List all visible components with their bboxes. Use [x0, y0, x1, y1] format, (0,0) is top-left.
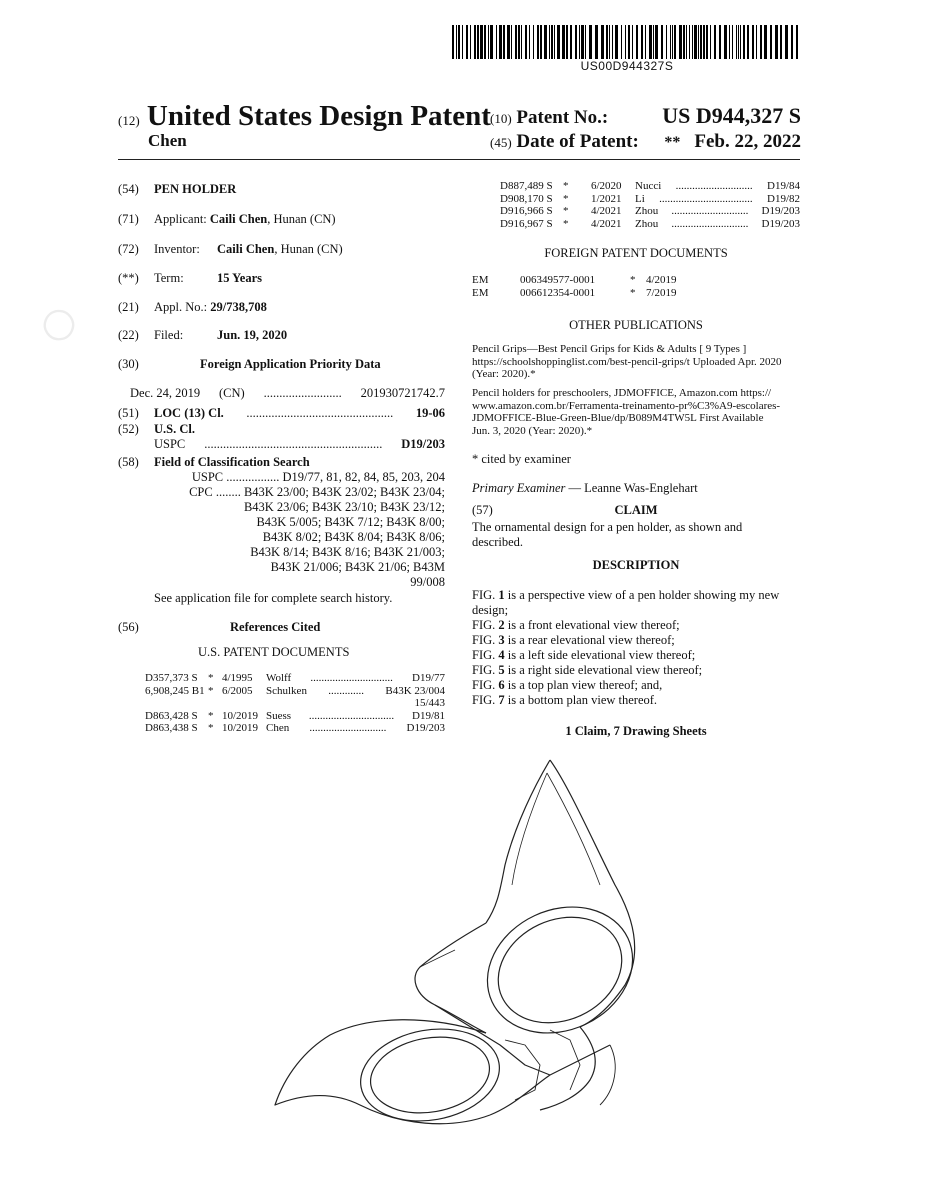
ref-class: D19/77: [412, 672, 445, 684]
inid-code-12: (12): [118, 113, 140, 128]
publication-line: Pencil Grips—Best Pencil Grips for Kids & Adults [ 9 Types ]: [472, 343, 747, 355]
publication-line: JDMOFFICE-Blue-Green-Blue/dp/B089M4TW5L First Available: [472, 412, 764, 424]
inid-58: (58): [118, 455, 139, 469]
cpc-line: B43K 21/006; B43K 21/06; B43M: [270, 560, 445, 574]
inid-72: (72): [118, 242, 139, 256]
inid-term: (**): [118, 271, 139, 285]
barcode-bar: [549, 25, 550, 59]
inid-21: (21): [118, 300, 139, 314]
applicant-name: Caili Chen: [209, 212, 268, 226]
ref-number: 006612354-0001: [520, 286, 596, 299]
barcode-bar: [477, 25, 479, 59]
barcode-bar: [490, 25, 493, 59]
description-heading: DESCRIPTION: [592, 558, 680, 572]
barcode-bar: [655, 25, 658, 59]
ref-name: Wolff: [266, 672, 292, 684]
term-label: Term:: [154, 271, 184, 285]
barcode-bar: [736, 25, 737, 59]
barcode-bar: [621, 25, 622, 59]
barcode-bar: [496, 25, 497, 59]
document-type-title: [118, 100, 491, 133]
description-line: [472, 603, 800, 618]
ref-date: 6/2020: [591, 180, 622, 192]
barcode-bar: [625, 25, 626, 59]
ref-date: 4/2021: [591, 205, 622, 217]
us-cl-label: U.S. Cl.: [154, 422, 195, 436]
document-type: United States Design Patent: [146, 100, 491, 132]
cpc-lines: [154, 485, 445, 590]
barcode-bar: [732, 25, 733, 59]
inid-54: (54): [118, 182, 139, 196]
reference-row: [500, 218, 800, 231]
barcode-bar: [670, 25, 671, 59]
primary-examiner: [472, 481, 698, 496]
ref-date: 10/2019: [222, 709, 259, 722]
barcode-bar: [770, 25, 772, 59]
publication-line: Pencil holders for preschoolers, JDMOFFICE, Amazon.com https://: [472, 387, 772, 399]
ref-name: Suess: [266, 709, 292, 722]
barcode-bar: [706, 25, 708, 59]
barcode-bar: [466, 25, 468, 59]
ref-class: D19/81: [412, 709, 445, 722]
barcode-bar: [649, 25, 652, 59]
publication-line: www.amazon.com.br/Ferramenta-treinamento-pr%C3%A9-escolares-: [472, 399, 781, 412]
barcode-bar: [780, 25, 782, 59]
barcode-bar: [743, 25, 745, 59]
fig-prefix: FIG.: [472, 678, 499, 692]
fig-description: is a top plan view thereof; and,: [504, 678, 663, 692]
us-patent-documents-heading: U.S. PATENT DOCUMENTS: [198, 645, 350, 659]
ref-date: 7/2019: [646, 286, 677, 299]
ref-star: *: [208, 684, 214, 697]
barcode-bar: [740, 25, 741, 59]
ref-date: 6/2005: [222, 684, 253, 697]
reference-row: [500, 205, 800, 218]
barcode-bar: [692, 25, 693, 59]
ref-star: *: [630, 274, 636, 286]
barcode-bar: [764, 25, 767, 59]
field-search-heading: Field of Classification Search: [154, 455, 310, 469]
barcode-bar: [470, 25, 471, 59]
barcode-bar: [796, 25, 798, 59]
barcode-bar: [554, 25, 555, 59]
barcode-bar: [503, 25, 505, 59]
leader-dots: ............................: [675, 180, 753, 192]
barcode-bar: [551, 25, 553, 59]
loc-class: [154, 406, 445, 421]
filed-label: Filed:: [154, 328, 184, 342]
barcode-bar: [641, 25, 643, 59]
inid-30: (30): [118, 357, 139, 371]
fig-number: 2: [498, 618, 505, 632]
fig-description: is a left side elevational view thereof;: [504, 648, 696, 662]
ref-class-continued: 15/443: [414, 697, 445, 709]
ref-star: *: [563, 217, 569, 230]
ref-name: Zhou: [635, 205, 659, 217]
leader-dots: ............................: [671, 205, 749, 217]
ref-class: B43K 23/004: [385, 684, 445, 697]
barcode-bar: [661, 25, 663, 59]
ref-class: D19/203: [406, 722, 445, 734]
inid-56: (56): [118, 620, 139, 634]
barcode-bar: [672, 25, 673, 59]
us-references-continued: [500, 180, 800, 230]
barcode-number: US00D944327S: [580, 59, 674, 73]
reference-row: [145, 710, 445, 723]
other-publications-heading: OTHER PUBLICATIONS: [569, 318, 703, 332]
description-line: [472, 588, 800, 603]
barcode-bar: [480, 25, 483, 59]
applicant-location: , Hunan (CN): [267, 212, 336, 226]
pen-holder-perspective-drawing: [250, 745, 670, 1185]
patent-number: US D944,327 S: [662, 103, 801, 128]
barcode-bar: [645, 25, 646, 59]
ref-class: D19/203: [761, 205, 800, 217]
barcode-bar: [747, 25, 749, 59]
barcode-bar: [791, 25, 793, 59]
barcode-bar: [581, 25, 584, 59]
description-line: [472, 648, 800, 663]
applicant-label: Applicant:: [154, 212, 207, 226]
upper-wing-outline: [486, 760, 550, 923]
barcode-bar: [615, 25, 618, 59]
ref-name: Nucci: [635, 180, 662, 192]
description-line: [472, 693, 800, 708]
foreign-priority-heading: Foreign Application Priority Data: [200, 357, 381, 371]
leader-dots: .........................: [263, 386, 342, 400]
barcode-bar: [452, 25, 454, 59]
fig-number: 4: [498, 648, 505, 662]
barcode-bar: [585, 25, 586, 59]
references-cited-heading: References Cited: [230, 620, 321, 634]
barcode-bar: [694, 25, 697, 59]
ref-name: Schulken: [266, 684, 307, 697]
barcode-bar: [612, 25, 613, 59]
barcode-bar: [606, 25, 608, 59]
cpc-line: B43K 23/06; B43K 23/10; B43K 23/12;: [243, 500, 445, 514]
barcode-bar: [700, 25, 702, 59]
ref-number: D908,170 S: [500, 192, 553, 205]
publication-line: https://schoolshoppinglist.com/best-pencil-grips/t Uploaded Apr. 2020: [472, 355, 782, 368]
claim-line: described.: [472, 535, 524, 549]
barcode-bar: [703, 25, 705, 59]
leader-dots: .........................................................: [204, 437, 383, 451]
description-line: [472, 618, 800, 633]
barcode-bar: [521, 25, 522, 59]
cpc-line: CPC ........ B43K 23/00; B43K 23/02; B43K 23/04;: [189, 485, 445, 499]
appl-no: [154, 300, 267, 315]
leader-dots: ...............................: [308, 709, 395, 722]
filed-value: Jun. 19, 2020: [217, 328, 288, 342]
barcode-bar: [775, 25, 778, 59]
field-uspc-line: USPC ................. D19/77, 81, 82, 84, 85, 203, 204: [191, 470, 445, 484]
ref-date: 1/2021: [591, 192, 622, 205]
barcode-bar: [601, 25, 604, 59]
barcode-bar: [533, 25, 534, 59]
leader-dots: ..............................: [310, 672, 393, 684]
upper-ring-inner: [481, 898, 639, 1043]
barcode-bar: [474, 25, 476, 59]
claim-text: [472, 520, 800, 550]
loc-value: 19-06: [415, 406, 445, 420]
reference-row: [145, 722, 445, 735]
foreign-references-list: [472, 274, 800, 299]
fig-prefix: FIG.: [472, 588, 499, 602]
reference-row: [500, 180, 800, 193]
term-stars: **: [664, 134, 681, 151]
fig-description: is a front elevational view thereof;: [504, 618, 680, 632]
fig-number: 1: [498, 588, 505, 602]
inventor: [217, 242, 343, 257]
applicant: [154, 212, 336, 227]
inid-22: (22): [118, 328, 139, 342]
ref-date: 4/1995: [222, 672, 253, 684]
fig-number: 5: [498, 663, 505, 677]
description-line: [472, 663, 800, 678]
barcode-bar: [679, 25, 682, 59]
inventor-label: Inventor:: [154, 242, 200, 256]
cpc-line: 99/008: [410, 575, 445, 589]
foreign-documents-heading: FOREIGN PATENT DOCUMENTS: [544, 246, 728, 260]
lower-wing-outline: [275, 1020, 490, 1124]
barcode-bar: [724, 25, 727, 59]
claims-and-sheets: 1 Claim, 7 Drawing Sheets: [565, 724, 707, 738]
barcode-bar: [719, 25, 721, 59]
ref-country: EM: [472, 286, 489, 299]
fig-number: 3: [498, 633, 505, 647]
ref-date: 4/2021: [591, 217, 622, 230]
barcode-bar: [589, 25, 592, 59]
ref-name: Li: [635, 192, 645, 205]
leader-dots: ............................: [309, 722, 387, 734]
barcode-bar: [710, 25, 711, 59]
ref-number: D863,438 S: [145, 722, 198, 734]
description-line: [472, 633, 800, 648]
barcode-bar: [609, 25, 610, 59]
ref-star: *: [563, 205, 569, 217]
leader-dots: .............: [328, 684, 365, 697]
barcode-bar: [499, 25, 502, 59]
date-label-text: Date of Patent:: [516, 131, 639, 152]
barcode-bar: [537, 25, 539, 59]
fig-description: is a perspective view of a pen holder showing my new: [504, 588, 780, 602]
barcode: [452, 25, 802, 59]
ref-number: D887,489 S: [500, 180, 553, 192]
cpc-line: B43K 8/02; B43K 8/04; B43K 8/06;: [262, 530, 445, 544]
patent-number-label: [490, 107, 608, 129]
fig-number: 6: [498, 678, 505, 692]
inid-52: (52): [118, 422, 139, 436]
ref-number: D916,966 S: [500, 205, 553, 217]
uspc-class: [154, 437, 445, 452]
barcode-bar: [458, 25, 460, 59]
barcode-bar: [511, 25, 512, 59]
barcode-bar: [714, 25, 716, 59]
priority-number: 201930721742.7: [360, 386, 445, 400]
barcode-bar: [653, 25, 654, 59]
barcode-bar: [698, 25, 699, 59]
barcode-bar: [488, 25, 489, 59]
barcode-bar: [562, 25, 565, 59]
barcode-bar: [515, 25, 517, 59]
loc-label: LOC (13) Cl.: [154, 406, 224, 420]
fig-description: is a bottom plan view thereof.: [504, 693, 658, 707]
ref-class: D19/203: [761, 217, 800, 230]
barcode-bar: [729, 25, 730, 59]
barcode-bar: [462, 25, 463, 59]
barcode-bar: [689, 25, 690, 59]
inid-code-10: (10): [490, 111, 512, 126]
inventor-location: , Hunan (CN): [274, 242, 343, 256]
fig-prefix: FIG.: [472, 618, 499, 632]
barcode-bar: [579, 25, 580, 59]
barcode-bar: [525, 25, 527, 59]
barcode-bar: [674, 25, 676, 59]
ref-star: *: [563, 180, 569, 192]
barcode-bar: [683, 25, 685, 59]
leader-dots: ...............................................: [246, 406, 394, 420]
us-references-list: [145, 672, 445, 735]
leader-dots: ..................................: [659, 192, 753, 205]
date-of-patent: [664, 131, 801, 153]
term-value: 15 Years: [217, 271, 263, 285]
ref-number: D863,428 S: [145, 709, 198, 722]
ref-star: *: [630, 286, 636, 299]
watermark: ○: [29, 294, 85, 352]
foreign-reference-row: [472, 274, 800, 287]
publication-2: [472, 387, 800, 437]
barcode-bar: [544, 25, 547, 59]
ref-star: *: [563, 192, 569, 205]
ref-number: D357,373 S: [145, 672, 198, 684]
ref-number: 6,908,245 B1: [145, 684, 205, 697]
publication-line: (Year: 2020).*: [472, 368, 536, 380]
fig-description: is a rear elevational view thereof;: [504, 633, 675, 647]
header-divider: [118, 159, 800, 160]
barcode-bar: [756, 25, 757, 59]
reference-row: [145, 685, 445, 698]
publication-1: [472, 343, 800, 381]
fig-prefix: FIG.: [472, 648, 499, 662]
appl-no-value: 29/738,708: [210, 300, 267, 314]
uspc-value: D19/203: [401, 437, 445, 451]
ref-name: Chen: [266, 722, 290, 734]
ref-number: 006349577-0001: [520, 274, 596, 286]
ref-date: 10/2019: [222, 722, 259, 734]
claim-line: The ornamental design for a pen holder, as shown and: [472, 520, 743, 534]
ref-class: D19/84: [767, 180, 800, 192]
fig-prefix: FIG.: [472, 633, 499, 647]
barcode-bar: [595, 25, 598, 59]
title: PEN HOLDER: [154, 182, 237, 196]
patent-no-label-text: Patent No.:: [516, 107, 609, 128]
fig-prefix: design;: [472, 603, 509, 617]
barcode-bar: [507, 25, 510, 59]
ref-name: Zhou: [635, 217, 659, 230]
barcode-bar: [540, 25, 542, 59]
examiner-name: — Leanne Was-Englehart: [565, 481, 698, 495]
cpc-line: B43K 8/14; B43K 8/16; B43K 21/003;: [250, 545, 445, 559]
upper-ring: [467, 884, 654, 1056]
barcode-bar: [666, 25, 667, 59]
priority-entry: [130, 386, 445, 401]
inid-51: (51): [118, 406, 139, 420]
inid-71: (71): [118, 212, 139, 226]
date-of-patent-label: [490, 131, 639, 153]
priority-date: Dec. 24, 2019: [130, 386, 201, 400]
barcode-bar: [518, 25, 520, 59]
claim-heading: CLAIM: [614, 503, 658, 517]
barcode-bar: [738, 25, 739, 59]
barcode-bar: [636, 25, 638, 59]
ref-star: *: [208, 672, 214, 684]
see-application-note: See application file for complete search history.: [154, 591, 393, 605]
barcode-bar: [575, 25, 577, 59]
fig-number: 7: [498, 693, 505, 707]
barcode-bar: [785, 25, 788, 59]
inid-57: (57): [472, 503, 493, 517]
inventor-surname: Chen: [148, 131, 187, 150]
cited-by-examiner: * cited by examiner: [472, 452, 571, 466]
inid-code-45: (45): [490, 135, 512, 150]
appl-no-label: Appl. No.:: [154, 300, 208, 314]
barcode-bar: [456, 25, 457, 59]
barcode-bar: [752, 25, 754, 59]
barcode-bar: [686, 25, 687, 59]
date-value: Feb. 22, 2022: [694, 131, 801, 152]
publication-line: Jun. 3, 2020 (Year: 2020).*: [472, 424, 593, 437]
barcode-bar: [484, 25, 486, 59]
ref-country: EM: [472, 274, 489, 286]
barcode-bar: [566, 25, 568, 59]
description-text: [472, 588, 800, 708]
priority-country: (CN): [219, 386, 245, 400]
barcode-bar: [570, 25, 572, 59]
leader-dots: ............................: [671, 217, 749, 230]
barcode-bar: [632, 25, 633, 59]
ref-star: *: [208, 722, 214, 734]
ref-star: *: [208, 709, 214, 722]
ref-class: D19/82: [767, 192, 800, 205]
barcode-bar: [628, 25, 630, 59]
ref-date: 4/2019: [646, 274, 677, 286]
barcode-bar: [760, 25, 762, 59]
fig-description: is a right side elevational view thereof;: [504, 663, 703, 677]
cpc-line: B43K 5/005; B43K 7/12; B43K 8/00;: [256, 515, 445, 529]
fig-prefix: FIG.: [472, 693, 499, 707]
uspc-label: USPC: [154, 437, 186, 451]
inventor-name: Caili Chen: [217, 242, 275, 256]
reference-row: [145, 672, 445, 685]
foreign-reference-row: [472, 287, 800, 300]
description-line: [472, 678, 800, 693]
barcode-bar: [529, 25, 530, 59]
ref-number: D916,967 S: [500, 217, 553, 230]
reference-row: [500, 193, 800, 206]
lower-ring-inner: [364, 1028, 495, 1122]
fig-prefix: FIG.: [472, 663, 499, 677]
examiner-label: Primary Examiner: [472, 481, 566, 495]
barcode-bar: [557, 25, 560, 59]
